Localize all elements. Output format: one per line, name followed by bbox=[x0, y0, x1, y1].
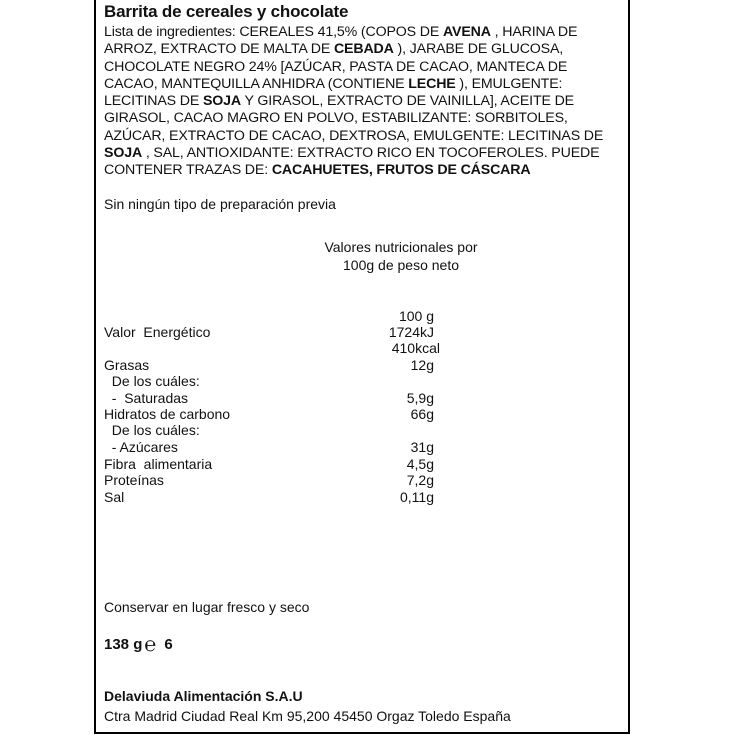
unit-count: 6 bbox=[164, 636, 173, 653]
net-weight bbox=[104, 633, 173, 656]
e-mark-icon: ℮ bbox=[144, 633, 157, 656]
weight-value: 138 g bbox=[104, 636, 143, 653]
nutrition-row bbox=[104, 472, 434, 489]
ingredient-text: , HARINA DE ARROZ, EXTRACTO DE MALTA DE bbox=[104, 24, 578, 58]
nutrient-value: 0,11g bbox=[400, 489, 434, 505]
ingredients-list bbox=[104, 24, 614, 180]
nutrition-row bbox=[104, 340, 440, 357]
nutrient-value: 31g bbox=[410, 439, 434, 455]
nutrition-row bbox=[104, 357, 434, 374]
product-title: Barrita de cereales y chocolate bbox=[104, 2, 349, 21]
ingredient-text: Y GIRASOL, EXTRACTO DE VAINILLA], ACEITE DE GIRASOL, CACAO MAGRO EN POLVO, ESTABILIZANTE: SORBITOLES, AZÚCAR, EXTRACTO DE CACAO, DEXTROSA, EMULGENTE: LECITINAS DE bbox=[104, 93, 604, 144]
nutrient-value: 410kcal bbox=[391, 340, 440, 356]
nutrition-row bbox=[104, 373, 434, 390]
nutrient-name: Hidratos de carbono bbox=[104, 406, 231, 422]
nutrition-header-line2: 100g de peso neto bbox=[343, 257, 459, 273]
nutrient-value: 4,5g bbox=[406, 456, 434, 472]
nutrient-name: Proteínas bbox=[104, 472, 164, 488]
allergen: CACAHUETES, FRUTOS DE CÁSCARA bbox=[271, 162, 531, 179]
allergen: AVENA bbox=[442, 24, 491, 40]
nutrient-value: 12g bbox=[410, 357, 434, 373]
nutrient-name: - Azúcares bbox=[104, 439, 178, 455]
nutrition-row bbox=[104, 439, 434, 456]
nutrition-row bbox=[104, 406, 434, 423]
storage-note: Conservar en lugar fresco y seco bbox=[104, 599, 310, 615]
nutrient-name: De los cuáles: bbox=[104, 422, 200, 438]
nutrition-row bbox=[104, 390, 434, 407]
product-label bbox=[94, 0, 630, 734]
nutrient-value: 100 g bbox=[398, 308, 434, 324]
nutrient-value: 66g bbox=[410, 406, 434, 422]
nutrition-row bbox=[104, 422, 434, 439]
ingredient-text: Lista de ingredientes: CEREALES 41,5% (COPOS DE bbox=[104, 24, 443, 40]
nutrient-name: Grasas bbox=[104, 357, 150, 373]
ingredient-text: ), JARABE DE GLUCOSA, CHOCOLATE NEGRO 24% [AZÚCAR, PASTA DE CACAO, MANTECA DE CACAO, MANTEQUILLA ANHIDRA (CONTIENE bbox=[104, 41, 568, 92]
allergen: LECHE bbox=[408, 75, 456, 92]
nutrient-name: - Saturadas bbox=[104, 390, 189, 406]
nutrition-row bbox=[104, 308, 434, 325]
nutrition-header-line1: Valores nutricionales por bbox=[324, 239, 478, 255]
nutrition-row bbox=[104, 324, 434, 341]
nutrient-value: 5,9g bbox=[406, 390, 434, 406]
nutrition-row bbox=[104, 456, 434, 473]
nutrient-name: Valor Energético bbox=[104, 324, 211, 340]
nutrient-value: 7,2g bbox=[406, 472, 434, 488]
nutrient-name: Fibra alimentaria bbox=[104, 456, 213, 472]
nutrition-row bbox=[104, 489, 434, 506]
preparation-note: Sin ningún tipo de preparación previa bbox=[104, 196, 336, 212]
ingredient-text: ), EMULGENTE: LECITINAS DE bbox=[104, 75, 563, 110]
allergen: SOJA bbox=[104, 145, 143, 162]
nutrient-value: 1724kJ bbox=[388, 324, 434, 340]
allergen: CEBADA bbox=[333, 41, 394, 58]
allergen: SOJA bbox=[202, 93, 242, 110]
ingredient-text: , SAL, ANTIOXIDANTE: EXTRACTO RICO EN TOCOFEROLES. PUEDE CONTENER TRAZAS DE: bbox=[104, 145, 600, 179]
nutrient-name: De los cuáles: bbox=[104, 373, 200, 389]
manufacturer-name: Delaviuda Alimentación S.A.U bbox=[104, 688, 303, 704]
nutrition-header bbox=[296, 238, 506, 274]
nutrient-name: Sal bbox=[104, 489, 125, 505]
manufacturer-address: Ctra Madrid Ciudad Real Km 95,200 45450 Orgaz Toledo España bbox=[104, 708, 511, 724]
